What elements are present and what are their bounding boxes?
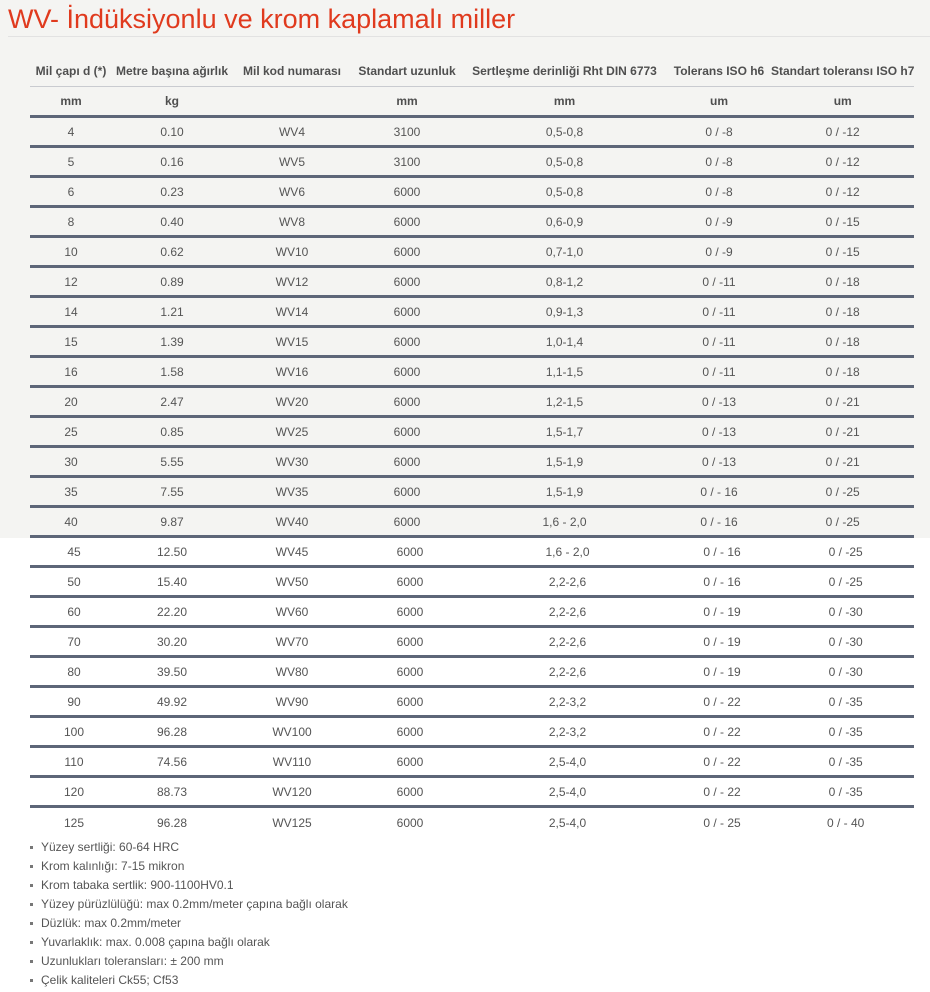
table-cell: 0 / -15: [771, 207, 914, 237]
table-cell: WV4: [232, 117, 352, 147]
table-cell: 0 / -8: [667, 177, 771, 207]
table-cell: 49.92: [112, 687, 232, 717]
table-row: [30, 267, 914, 297]
table-cell: 2.47: [112, 387, 232, 417]
table-row: [30, 387, 914, 417]
table-cell: 50: [30, 567, 112, 597]
table-cell: 0,9-1,3: [462, 297, 667, 327]
table-cell: WV10: [232, 237, 352, 267]
table-cell: 35: [30, 477, 112, 507]
table-cell: 2,2-3,2: [462, 717, 667, 747]
table-cell: 0 / -13: [667, 417, 771, 447]
table-cell: 0.40: [112, 207, 232, 237]
note-text: Krom kalınlığı: 7-15 mikron: [41, 859, 185, 873]
table-cell: 0.10: [112, 117, 232, 147]
table-cell: 0 / -35: [771, 747, 914, 777]
table-row: [30, 477, 914, 507]
table-cell: 90: [30, 687, 112, 717]
table-cell: 4: [30, 117, 112, 147]
page-title: WV- İndüksiyonlu ve krom kaplamalı miller: [8, 4, 516, 34]
table-cell: 0 / - 19: [667, 597, 771, 627]
table-cell: 2,2-2,6: [462, 627, 667, 657]
table-cell: WV70: [232, 627, 352, 657]
table-cell: 0 / -30: [771, 657, 914, 687]
table-cell: WV80: [232, 657, 352, 687]
spec-table: [30, 56, 914, 838]
table-cell: 9.87: [112, 507, 232, 537]
table-cell: 6000: [352, 417, 462, 447]
unit-cell: mm: [352, 87, 462, 117]
table-cell: 1.39: [112, 327, 232, 357]
bullet-icon: [30, 865, 33, 868]
table-cell: 0 / - 25: [703, 816, 741, 830]
table-cell: 6: [30, 177, 112, 207]
table-row: [30, 327, 914, 357]
table-cell: 0 / -12: [771, 177, 914, 207]
table-cell: 2,2-2,6: [462, 567, 667, 597]
table-row: [30, 417, 914, 447]
bullet-icon: [30, 960, 33, 963]
table-cell: 110: [30, 747, 112, 777]
bullet-icon: [30, 979, 33, 982]
bullet-icon: [30, 922, 33, 925]
table-cell: 0 / -11: [667, 297, 771, 327]
table-row: [30, 627, 914, 657]
table-cell: WV20: [232, 387, 352, 417]
note-text: Yüzey pürüzlülüğü: max 0.2mm/meter çapına bağlı olarak: [41, 897, 348, 911]
table-cell: 6000: [352, 237, 462, 267]
table-cell: 100: [30, 717, 112, 747]
table-cell: 15.40: [112, 567, 232, 597]
table-cell: 0 / - 22: [667, 717, 771, 747]
table-cell: 6000: [352, 747, 462, 777]
note-item: [30, 971, 348, 990]
unit-cell: mm: [30, 87, 112, 117]
table-cell: 3100: [352, 147, 462, 177]
table-cell: 0 / - 16: [667, 567, 771, 597]
table-cell: WV12: [232, 267, 352, 297]
table-cell: WV110: [232, 747, 352, 777]
table-cell: 0 / -8: [667, 117, 771, 147]
table-cell: 0.23: [112, 177, 232, 207]
table-row: [30, 237, 914, 267]
table-cell: WV16: [232, 357, 352, 387]
table-cell: 0 / -9: [667, 207, 771, 237]
table-cell: 0 / -18: [771, 267, 914, 297]
table-cell: 0 / -25: [771, 507, 914, 537]
table-cell: 120: [30, 777, 112, 807]
bullet-icon: [30, 846, 33, 849]
table-cell: 5.55: [112, 447, 232, 477]
table-cell: 1,1-1,5: [462, 357, 667, 387]
table-cell: 0 / -21: [771, 417, 914, 447]
table-row: [30, 117, 914, 147]
table-cell: 0 / -25: [771, 567, 914, 597]
note-item: [30, 914, 348, 933]
table-cell: 0.16: [112, 147, 232, 177]
table-cell: 60: [30, 597, 112, 627]
table-cell: WV5: [232, 147, 352, 177]
column-header: Standart uzunluk: [352, 56, 462, 87]
table-cell: 3100: [352, 117, 462, 147]
table-cell: 0,7-1,0: [462, 237, 667, 267]
table-cell: 6000: [352, 297, 462, 327]
table-cell: WV90: [232, 687, 352, 717]
note-item: [30, 876, 348, 895]
table-cell: 6000: [352, 357, 462, 387]
table-cell: 0 / -25: [771, 537, 914, 567]
table-cell: 0 / -11: [667, 357, 771, 387]
note-text: Çelik kaliteleri Ck55; Cf53: [41, 973, 179, 987]
table-cell: 20: [30, 387, 112, 417]
table-row: [30, 507, 914, 537]
unit-cell: [232, 87, 352, 117]
table-cell: 0 / -11: [667, 267, 771, 297]
column-header: Mil çapı d (*): [30, 56, 112, 87]
table-cell: 0,5-0,8: [462, 117, 667, 147]
table-row: [30, 687, 914, 717]
table-cell: 0 / -11: [667, 327, 771, 357]
table-cell: 0 / - 16: [667, 537, 771, 567]
table-row: [30, 777, 914, 807]
table-cell: WV50: [232, 567, 352, 597]
table-cell: 1,0-1,4: [462, 327, 667, 357]
table-cell: 0,5-0,8: [462, 177, 667, 207]
table-cell: WV120: [232, 777, 352, 807]
table-cell: 6000: [352, 507, 462, 537]
table-cell: 0,5-0,8: [462, 147, 667, 177]
table-cell: 2,5-4,0: [462, 747, 667, 777]
table-row: [30, 357, 914, 387]
table-cell: 1,5-1,7: [462, 417, 667, 447]
table-cell: 0 / -30: [771, 597, 914, 627]
column-header: Mil kod numarası: [232, 56, 352, 87]
bullet-icon: [30, 941, 33, 944]
table-row: [30, 657, 914, 687]
table-cell: 0 / -18: [771, 297, 914, 327]
note-text: Yuvarlaklık: max. 0.008 çapına bağlı olarak: [41, 935, 270, 949]
table-cell: 6000: [352, 327, 462, 357]
title-divider: [8, 36, 930, 37]
table-cell: 25: [30, 417, 112, 447]
table-row: [30, 747, 914, 777]
table-cell: WV45: [232, 537, 352, 567]
table-cell: 6000: [352, 717, 462, 747]
table-cell: 0 / -21: [771, 387, 914, 417]
table-cell: 40: [30, 507, 112, 537]
table-cell: 96.28: [112, 717, 232, 747]
table-cell: 1,6 - 2,0: [462, 537, 667, 567]
table-cell: 1.21: [112, 297, 232, 327]
table-cell: 6000: [352, 567, 462, 597]
table-cell: 2,5-4,0: [462, 777, 667, 807]
note-item: [30, 952, 348, 971]
table-cell: 6000: [352, 777, 462, 807]
table-cell: 0 / - 19: [667, 627, 771, 657]
table-cell: WV30: [232, 447, 352, 477]
table-units-row: [30, 87, 914, 117]
table-row: [30, 207, 914, 237]
table-cell: 0.62: [112, 237, 232, 267]
column-header: Sertleşme derinliği Rht DIN 6773: [462, 56, 667, 87]
table-header-row: [30, 56, 914, 87]
table-cell: 1,5-1,9: [462, 447, 667, 477]
table-cell: 6000: [352, 627, 462, 657]
table-cell: 30: [30, 447, 112, 477]
table-row: [30, 537, 914, 567]
table-cell: 0 / - 40: [827, 816, 865, 830]
table-row: [30, 147, 914, 177]
table-cell: 6000: [352, 447, 462, 477]
table-cell: 16: [30, 357, 112, 387]
table-cell: 0 / -18: [771, 357, 914, 387]
table-cell: 0.89: [112, 267, 232, 297]
specification-notes: [30, 838, 348, 990]
table-cell: WV15: [232, 327, 352, 357]
table-cell: 10: [30, 237, 112, 267]
table-cell: 88.73: [112, 777, 232, 807]
table-cell: 6000: [352, 177, 462, 207]
table-cell: 0 / - 22: [667, 687, 771, 717]
unit-cell: mm: [462, 87, 667, 117]
table-cell: 6000: [352, 387, 462, 417]
table-cell: WV40: [232, 507, 352, 537]
table-cell: WV35: [232, 477, 352, 507]
note-text: Krom tabaka sertlik: 900-1100HV0.1: [41, 878, 234, 892]
table-cell: 0 / - 22: [667, 777, 771, 807]
table-cell: 0 / -13: [667, 387, 771, 417]
table-cell: 30.20: [112, 627, 232, 657]
column-header: Standart toleransı ISO h7: [771, 56, 914, 87]
table-cell: 8: [30, 207, 112, 237]
table-cell: 0.85: [112, 417, 232, 447]
table-cell: 15: [30, 327, 112, 357]
table-row: [30, 297, 914, 327]
table-cell: 70: [30, 627, 112, 657]
table-cell: 6000: [352, 657, 462, 687]
bullet-icon: [30, 903, 33, 906]
table-cell: 0 / - 19: [667, 657, 771, 687]
table-cell: 0 / -12: [771, 117, 914, 147]
table-cell: 0,8-1,2: [462, 267, 667, 297]
table-cell: 12: [30, 267, 112, 297]
table-cell: 1,2-1,5: [462, 387, 667, 417]
table-cell: 6000: [352, 687, 462, 717]
table-cell: 0 / -30: [771, 627, 914, 657]
table-cell: 0 / -35: [771, 717, 914, 747]
table-cell: 2,2-2,6: [462, 597, 667, 627]
unit-cell: um: [771, 87, 914, 117]
table-cell: 2,5-4,0: [548, 816, 587, 830]
column-header: Tolerans ISO h6: [667, 56, 771, 87]
table-cell: 2,2-2,6: [462, 657, 667, 687]
table-cell: WV8: [232, 207, 352, 237]
table-cell: WV14: [232, 297, 352, 327]
table-cell: 2,2-3,2: [462, 687, 667, 717]
table-cell: 6000: [352, 537, 462, 567]
unit-cell: um: [667, 87, 771, 117]
table-cell: 0 / -12: [771, 147, 914, 177]
table-cell: WV6: [232, 177, 352, 207]
table-cell: 1.58: [112, 357, 232, 387]
note-item: [30, 857, 348, 876]
table-cell: 74.56: [112, 747, 232, 777]
note-text: Yüzey sertliği: 60-64 HRC: [41, 840, 180, 854]
table-cell: WV60: [232, 597, 352, 627]
table-cell: 39.50: [112, 657, 232, 687]
table-row: [30, 717, 914, 747]
table-cell: 14: [30, 297, 112, 327]
table-cell: 0,6-0,9: [462, 207, 667, 237]
table-cell: 0 / -18: [771, 327, 914, 357]
table-cell: 125: [63, 816, 85, 830]
table-cell: 0 / -8: [667, 147, 771, 177]
table-cell: 0 / -15: [771, 237, 914, 267]
bullet-icon: [30, 884, 33, 887]
table-cell: 0 / -13: [667, 447, 771, 477]
table-cell: 96.28: [156, 816, 188, 830]
table-cell: 6000: [352, 597, 462, 627]
table-cell: 0 / - 16: [667, 507, 771, 537]
table-row: [30, 807, 914, 839]
note-item: [30, 838, 348, 857]
table-cell: 6000: [352, 207, 462, 237]
table-row: [30, 177, 914, 207]
table-cell: 0 / -35: [771, 687, 914, 717]
table-body: [30, 117, 914, 839]
table-row: [30, 597, 914, 627]
note-item: [30, 895, 348, 914]
table-cell: 6000: [396, 816, 424, 830]
table-cell: 80: [30, 657, 112, 687]
table-row: [30, 567, 914, 597]
table-cell: WV100: [232, 717, 352, 747]
table-cell: 45: [30, 537, 112, 567]
table-cell: 0 / -25: [771, 477, 914, 507]
table-cell: 12.50: [112, 537, 232, 567]
table-cell: 7.55: [112, 477, 232, 507]
unit-cell: kg: [112, 87, 232, 117]
note-text: Düzlük: max 0.2mm/meter: [41, 916, 182, 930]
table-cell: 0 / -21: [771, 447, 914, 477]
table-cell: 0 / - 16: [667, 477, 771, 507]
note-text: Uzunlukları toleransları: ± 200 mm: [41, 954, 224, 968]
table-cell: 6000: [352, 267, 462, 297]
table-cell: 6000: [352, 477, 462, 507]
table-cell: 22.20: [112, 597, 232, 627]
table-cell: WV25: [232, 417, 352, 447]
table-cell: 0 / - 22: [667, 747, 771, 777]
table-cell: 0 / -35: [771, 777, 914, 807]
column-header: Metre başına ağırlık: [112, 56, 232, 87]
table-cell: 1,6 - 2,0: [462, 507, 667, 537]
table-cell: 1,5-1,9: [462, 477, 667, 507]
table-cell: WV125: [272, 816, 312, 830]
table-cell: 0 / -9: [667, 237, 771, 267]
table-row: [30, 447, 914, 477]
note-item: [30, 933, 348, 952]
table-cell: 5: [30, 147, 112, 177]
